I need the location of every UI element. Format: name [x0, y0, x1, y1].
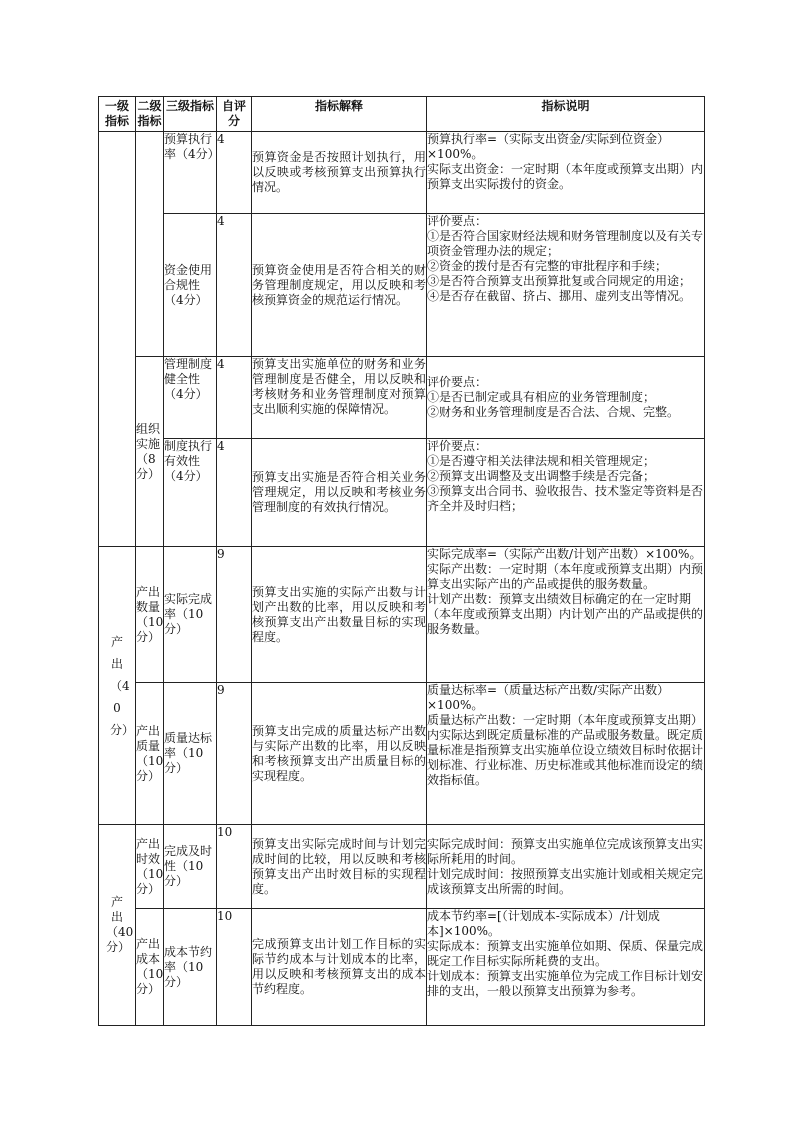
header-desc: 指标说明 — [427, 97, 705, 132]
level3-name: 制度执行有效性（4分） — [164, 439, 217, 547]
level2-cost: 产出成本（10分） — [136, 909, 164, 1026]
level3-name: 管理制度健全性（4分） — [164, 357, 217, 439]
explain: 预算资金是否按照计划执行，用以反映或考核预算支出预算执行情况。 — [252, 132, 427, 214]
header-score: 自评分 — [217, 97, 252, 132]
level2-org: 组织实施（8分） — [136, 357, 164, 547]
level3-name: 质量达标率（10分） — [164, 683, 217, 825]
explain: 完成预算支出计划工作目标的实际节约成本与计划成本的比率，用以反映和考核预算支出的成本节约程度。 — [252, 909, 427, 1026]
desc: 评价要点： ①是否符合国家财经法规和财务管理制度以及有关专项资金管理办法的规定； ②资金的拨付是否有完整的审批程序和手续； ③是否符合预算支出预算批复或合同规定的用途； ④是否存在截留、挤占、挪用、虚列支出等情况。 — [427, 214, 705, 357]
explain: 预算支出实施的实际产出数与计划产出数的比率，用以反映和考核预算支出产出数量目标的实现程度。 — [252, 547, 427, 683]
level2-cell-empty — [136, 132, 164, 357]
table-row — [99, 214, 705, 357]
score: 10 — [217, 909, 252, 1026]
header-level2: 二级指标 — [136, 97, 164, 132]
table-row — [99, 547, 705, 683]
level2-time: 产出时效（10分） — [136, 825, 164, 909]
score: 4 — [217, 214, 252, 357]
score: 4 — [217, 132, 252, 214]
table-row — [99, 439, 705, 547]
level3-name: 资金使用合规性（4分） — [164, 214, 217, 357]
level2-qual: 产出质量（10分） — [136, 683, 164, 825]
table-row — [99, 909, 705, 1026]
score: 9 — [217, 683, 252, 825]
desc: 预算执行率=（实际支出资金/实际到位资金）×100%。 实际支出资金：一定时期（本年度或预算支出期）内预算支出实际拨付的资金。 — [427, 132, 705, 214]
desc: 质量达标率=（质量达标产出数/实际产出数）×100%。 质量达标产出数：一定时期（本年度或预算支出期）内实际达到既定质量标准的产品或服务数量。既定质量标准是指预算支出实施单位设立绩效目标时依据计划标准、行业标准、历史标准或其他标准而设定的绩效指标值。 — [427, 683, 705, 825]
desc: 评价要点： ①是否遵守相关法律法规和相关管理规定； ②预算支出调整及支出调整手续是否完备； ③预算支出合同书、验收报告、技术鉴定等资料是否齐全并及时归档； — [427, 439, 705, 547]
score: 9 — [217, 547, 252, 683]
explain: 预算支出实际完成时间与计划完成时间的比较，用以反映和考核预算支出产出时效目标的实现程度。 — [252, 825, 427, 909]
header-level3: 三级指标 — [164, 97, 217, 132]
level1-output: 产出（40分） — [99, 547, 136, 825]
level1-output-2: 产出（40分） — [99, 825, 136, 1026]
explain: 预算支出完成的质量达标产出数与实际产出数的比率，用以反映和考核预算支出产出质量目标的实现程度。 — [252, 683, 427, 825]
explain: 预算支出实施单位的财务和业务管理制度是否健全，用以反映和考核财务和业务管理制度对预算支出顺利实施的保障情况。 — [252, 357, 427, 439]
header-row — [99, 97, 705, 132]
level3-name: 完成及时性（10分） — [164, 825, 217, 909]
desc: 实际完成率=（实际产出数/计划产出数）×100%。 实际产出数：一定时期（本年度或预算支出期）内预算支出实际产出的产品或提供的服务数量。 计划产出数：预算支出绩效目标确定的在一定时期（本年度或预算支出期）内计划产出的产品或提供的服务数量。 — [427, 547, 705, 683]
explain: 预算资金使用是否符合相关的财务管理制度规定，用以反映和考核预算资金的规范运行情况。 — [252, 214, 427, 357]
explain: 预算支出实施是否符合相关业务管理规定，用以反映和考核业务管理制度的有效执行情况。 — [252, 439, 427, 547]
table-row — [99, 132, 705, 214]
level3-name: 预算执行率（4分） — [164, 132, 217, 214]
level1-cell-empty — [99, 132, 136, 547]
level2-qty: 产出数量（10分） — [136, 547, 164, 683]
table-row — [99, 683, 705, 825]
score: 4 — [217, 357, 252, 439]
header-level1: 一级指标 — [99, 97, 136, 132]
score: 4 — [217, 439, 252, 547]
evaluation-table — [98, 96, 705, 1026]
header-explain: 指标解释 — [252, 97, 427, 132]
desc: 成本节约率=[（计划成本-实际成本）/计划成本]×100%。 实际成本：预算支出实施单位如期、保质、保量完成既定工作目标实际所耗费的支出。 计划成本：预算支出实施单位为完成工作目标计划安排的支出，一般以预算支出预算为参考。 — [427, 909, 705, 1026]
desc: 评价要点： ①是否已制定或具有相应的业务管理制度； ②财务和业务管理制度是否合法、合规、完整。 — [427, 357, 705, 439]
score: 10 — [217, 825, 252, 909]
table-row — [99, 825, 705, 909]
desc: 实际完成时间：预算支出实施单位完成该预算支出实际所耗用的时间。 计划完成时间：按照预算支出实施计划或相关规定完成该预算支出所需的时间。 — [427, 825, 705, 909]
level3-name: 成本节约率（10分） — [164, 909, 217, 1026]
level3-name: 实际完成率（10分） — [164, 547, 217, 683]
table-row — [99, 357, 705, 439]
